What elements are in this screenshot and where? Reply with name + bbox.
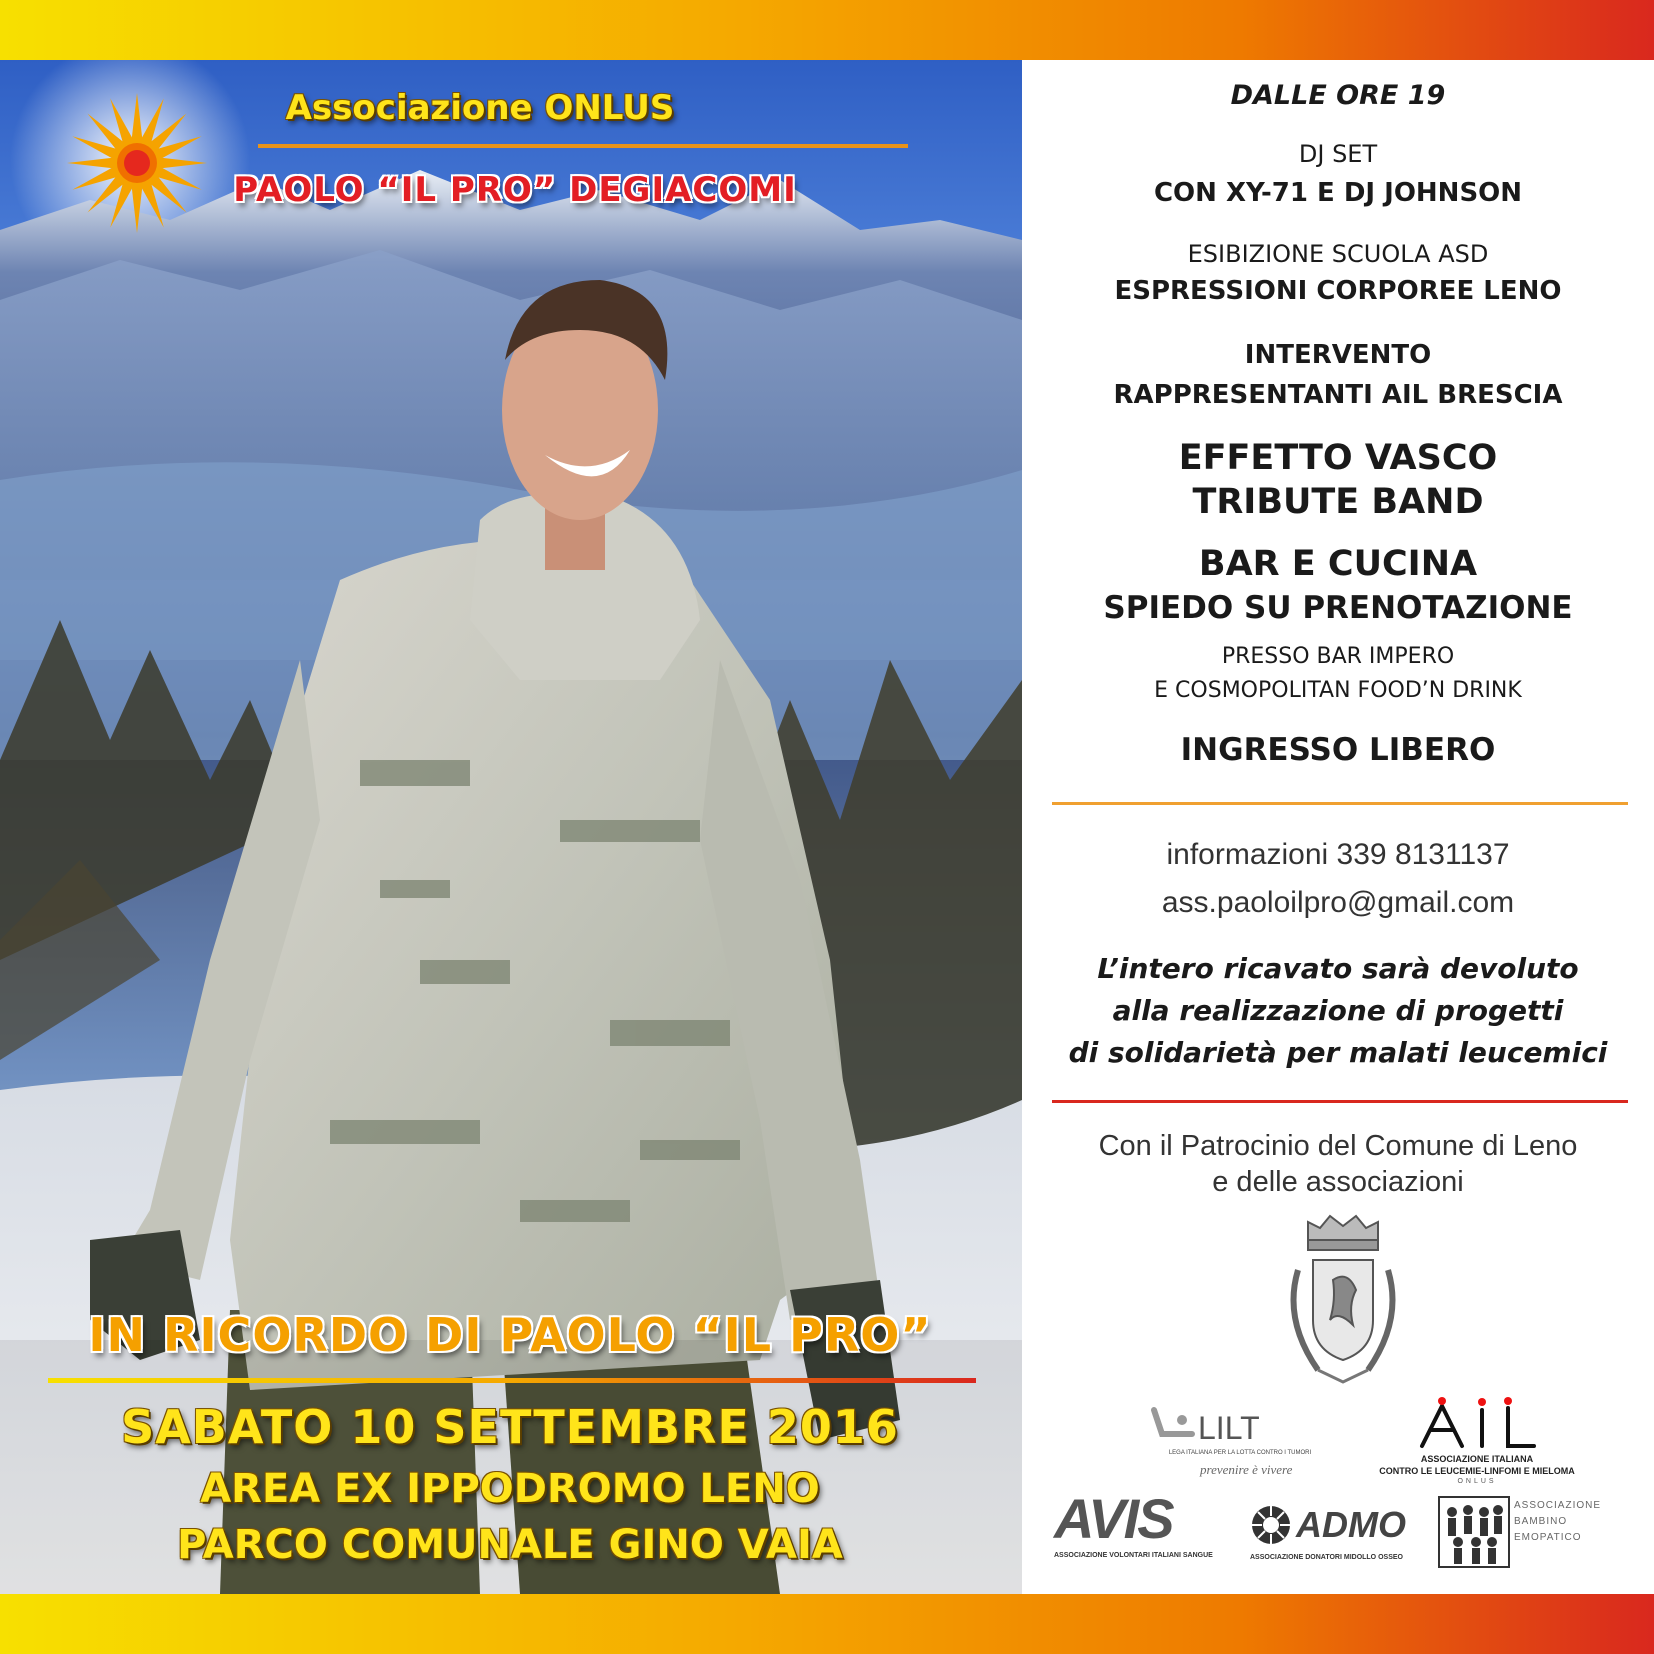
- top-gradient-bar: [0, 0, 1654, 60]
- org-name: PAOLO “IL PRO” DEGIACOMI: [233, 170, 797, 210]
- dj-names: CON XY-71 E DJ JOHNSON: [1153, 178, 1523, 208]
- venue-line-1: AREA EX IPPODROMO LENO: [200, 1466, 820, 1512]
- admo-name: ADMO: [1296, 1504, 1406, 1545]
- patronage-line-1: Con il Patrocinio del Comune di Leno: [1098, 1130, 1578, 1162]
- mountain-photo: [0, 60, 1022, 1594]
- entry-info: INGRESSO LIBERO: [1180, 732, 1496, 768]
- lilt-tagline: LEGA ITALIANA PER LA LOTTA CONTRO I TUMORI: [1168, 1450, 1312, 1456]
- bottom-gradient-bar: [0, 1594, 1654, 1654]
- ail-line-3: ONLUS: [1457, 1478, 1497, 1485]
- food-sub: SPIEDO SU PRENOTAZIONE: [1103, 590, 1573, 626]
- speech-who: RAPPRESENTANTI AIL BRESCIA: [1113, 380, 1563, 410]
- divider-orange: [1052, 802, 1628, 805]
- org-rule: [258, 144, 908, 148]
- lilt-logo: [1140, 1400, 1340, 1490]
- org-line: Associazione ONLUS: [285, 88, 675, 128]
- abe-line-1: ASSOCIAZIONE: [1514, 1500, 1602, 1511]
- admo-logo: [1250, 1500, 1410, 1574]
- charity-line-3: di solidarietà per malati leucemici: [1068, 1036, 1608, 1069]
- charity-line-2: alla realizzazione di progetti: [1112, 994, 1564, 1027]
- lilt-name: LILT: [1198, 1410, 1260, 1446]
- admo-caption: ASSOCIAZIONE DONATORI MIDOLLO OSSEO: [1250, 1554, 1403, 1561]
- lilt-chair-icon: [1148, 1406, 1198, 1446]
- photo-panel: [0, 60, 1022, 1594]
- band-line-1: EFFETTO VASCO: [1178, 438, 1498, 478]
- speech-label: INTERVENTO: [1244, 340, 1432, 370]
- lilt-motto: prevenire è vivere: [1200, 1462, 1293, 1477]
- charity-line-1: L’intero ricavato sarà devoluto: [1097, 952, 1579, 985]
- school-label: ESIBIZIONE SCUOLA ASD: [1187, 240, 1489, 268]
- ail-figures-icon: [1404, 1396, 1554, 1454]
- event-date: SABATO 10 SETTEMBRE 2016: [121, 1400, 899, 1454]
- avis-logo: [1054, 1487, 1234, 1572]
- memorial-title: IN RICORDO DI PAOLO “IL PRO”: [88, 1308, 932, 1362]
- patronage-line-2: e delle associazioni: [1212, 1166, 1464, 1198]
- band-line-2: TRIBUTE BAND: [1192, 482, 1484, 522]
- avis-caption: ASSOCIAZIONE VOLONTARI ITALIANI SANGUE: [1054, 1552, 1213, 1559]
- abe-logo: [1438, 1496, 1628, 1576]
- food-at-1: PRESSO BAR IMPERO: [1221, 644, 1455, 669]
- food-at-2: E COSMOPOLITAN FOOD’N DRINK: [1154, 678, 1522, 703]
- divider-red: [1052, 1100, 1628, 1103]
- info-panel: [1022, 60, 1654, 1594]
- abe-children-icon: [1438, 1496, 1510, 1568]
- admo-burst-icon: [1250, 1504, 1292, 1546]
- abe-line-3: EMOPATICO: [1514, 1532, 1582, 1543]
- food-title: BAR E CUCINA: [1198, 544, 1478, 584]
- ail-line-2: CONTRO LE LEUCEMIE-LINFOMI E MIELOMA: [1379, 1466, 1575, 1476]
- school-name: ESPRESSIONI CORPOREE LENO: [1114, 276, 1562, 306]
- memorial-rule: [48, 1378, 976, 1383]
- avis-name: AVIS: [1054, 1487, 1173, 1550]
- ail-line-1: ASSOCIAZIONE ITALIANA: [1420, 1454, 1534, 1464]
- ail-logo: [1362, 1396, 1592, 1492]
- email-link[interactable]: ass.paoloilpro@gmail.com: [1161, 886, 1515, 919]
- start-time: DALLE ORE 19: [1230, 80, 1446, 111]
- venue-line-2: PARCO COMUNALE GINO VAIA: [177, 1522, 843, 1568]
- dj-label: DJ SET: [1298, 140, 1378, 168]
- phone-line: informazioni 339 8131137: [1166, 838, 1510, 871]
- abe-line-2: BAMBINO: [1514, 1516, 1568, 1527]
- coat-of-arms-icon: [1278, 1210, 1408, 1390]
